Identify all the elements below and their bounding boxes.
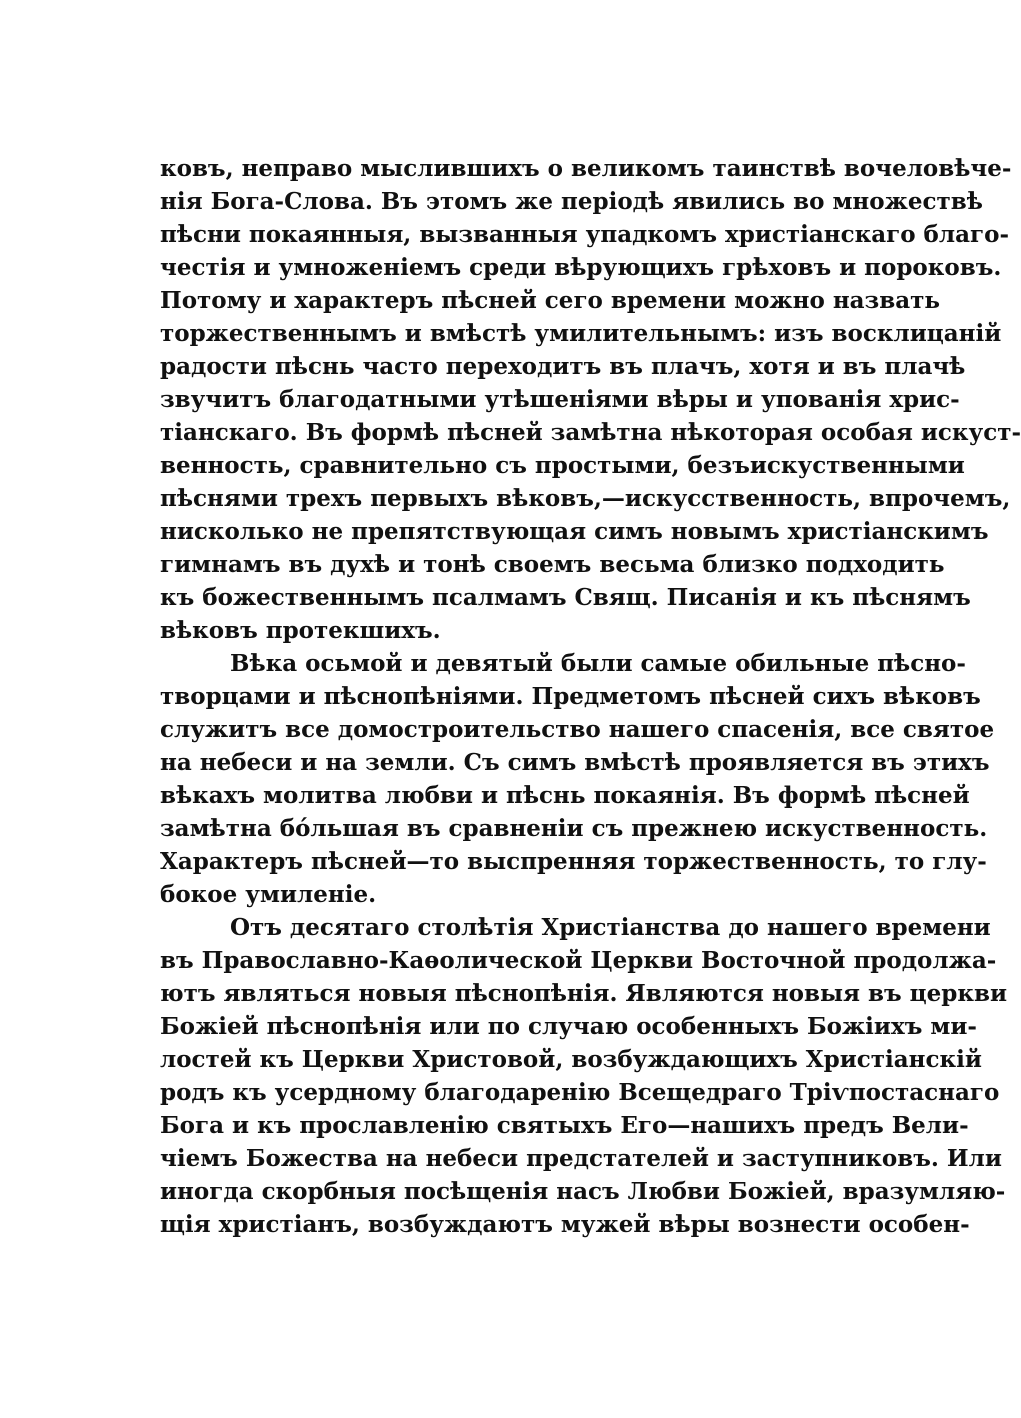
text-line: лостей къ Церкви Христовой, возбуждающихъ Христіанскій [160, 1046, 982, 1073]
paragraph-3 [160, 911, 1008, 1241]
text-line: радости пѣснь часто переходитъ въ плачъ, хотя и въ плачѣ [160, 353, 966, 380]
body-text [160, 152, 1021, 1241]
text-line: пѣсни покаянныя, вызванныя упадкомъ христіанскаго благо- [160, 221, 1010, 248]
text-line: творцами и пѣснопѣніями. Предметомъ пѣсней сихъ вѣковъ [160, 683, 981, 710]
text-line: Бога и къ прославленію святыхъ Его—нашихъ предъ Вели- [160, 1112, 969, 1139]
text-line: на небеси и на земли. Съ симъ вмѣстѣ проявляется въ этихъ [160, 749, 990, 776]
text-line: нисколько не препятствующая симъ новымъ христіанскимъ [160, 518, 989, 545]
paragraph-1 [160, 152, 1021, 647]
text-line: Характеръ пѣсней—то выспренняя торжественность, то глу- [160, 848, 987, 875]
paragraph-2 [160, 647, 995, 911]
text-line: Вѣка осьмой и девятый были самые обильные пѣсно- [230, 650, 966, 677]
text-line: звучитъ благодатными утѣшеніями вѣры и упованія хрис- [160, 386, 960, 413]
text-line: родъ къ усердному благодаренію Всещедраго Тріѵпостаснаго [160, 1079, 1000, 1106]
text-line: Потому и характеръ пѣсней сего времени можно назвать [160, 287, 940, 314]
text-line: ковъ, неправо мыслившихъ о великомъ таинствѣ вочеловѣче- [160, 155, 1012, 182]
text-line: вѣковъ протекшихъ. [160, 617, 441, 644]
text-line: тіанскаго. Въ формѣ пѣсней замѣтна нѣкоторая особая искуст- [160, 419, 1021, 446]
text-line: иногда скорбныя посѣщенія насъ Любви Божіей, вразумляю- [160, 1178, 1006, 1205]
text-line: Отъ десятаго столѣтія Христіанства до нашего времени [230, 914, 991, 941]
text-line: служитъ все домостроительство нашего спасенія, все святое [160, 716, 995, 743]
text-line: ютъ являться новыя пѣснопѣнія. Являются новыя въ церкви [160, 980, 1008, 1007]
text-line: бокое умиленіе. [160, 881, 377, 908]
text-line: вѣкахъ молитва любви и пѣснь покаянія. Въ формѣ пѣсней [160, 782, 970, 809]
text-line: торжественнымъ и вмѣстѣ умилительнымъ: изъ восклицаній [160, 320, 1002, 347]
text-line: къ божественнымъ псалмамъ Свящ. Писанія и къ пѣснямъ [160, 584, 971, 611]
text-line: Божіей пѣснопѣнія или по случаю особенныхъ Божіихъ ми- [160, 1013, 977, 1040]
text-line: венность, сравнительно съ простыми, безъискуственными [160, 452, 965, 479]
text-line: честія и умноженіемъ среди вѣрующихъ грѣховъ и пороковъ. [160, 254, 1002, 281]
text-line: замѣтна бóльшая въ сравненіи съ прежнею искуственность. [160, 815, 988, 842]
text-line: щія христіанъ, возбуждаютъ мужей вѣры вознести особен- [160, 1211, 970, 1238]
text-line: гимнамъ въ духѣ и тонѣ своемъ весьма близко подходить [160, 551, 945, 578]
text-line: пѣснями трехъ первыхъ вѣковъ,—искусственность, впрочемъ, [160, 485, 1011, 512]
text-line: въ Православно-Каѳолической Церкви Восточной продолжа- [160, 947, 997, 974]
text-line: чіемъ Божества на небеси предстателей и заступниковъ. Или [160, 1145, 1002, 1172]
text-line: нія Бога-Слова. Въ этомъ же періодѣ явились во множествѣ [160, 188, 983, 215]
